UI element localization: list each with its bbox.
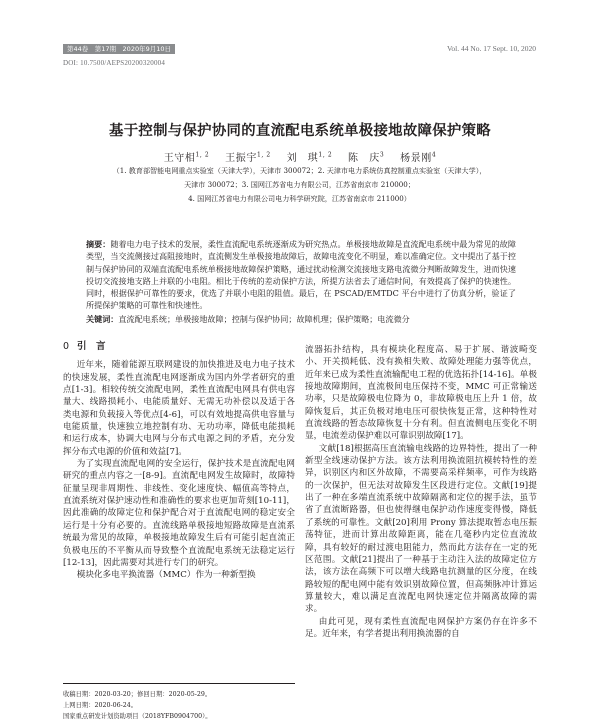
issue-info-english: Vol. 44 No. 17 Sept. 10, 2020	[446, 44, 536, 53]
footnote-online-date: 上网日期：2020-06-24。	[63, 702, 138, 709]
journal-header	[63, 44, 536, 54]
section-title: 引 言	[77, 341, 106, 352]
section-heading-introduction	[63, 341, 295, 353]
author: 陈 庆$^3$	[348, 151, 385, 164]
keywords	[86, 313, 526, 325]
footnote-received-date: 收稿日期：2020-03-20；修回日期：2020-05-29。	[63, 691, 212, 698]
issue-info-chinese: 第44卷 第17期 2020年9月10日	[63, 44, 175, 54]
footnote-funding: 国家重点研发计划资助项目（2018YFB0904700）。	[63, 713, 212, 720]
body-paragraph: 近年来，随着能源互联网建设的加快推进及电力电子技术的快速发展，柔性直流配电网逐渐成为国内外学者研究的重点[1-3]。相较传统交流配电网，柔性直流配电网具有供电容量大、线路损耗小、电能质量好、无需无功补偿以及适于各类电源和负载接入等优点[4-6]，可以有效地提高供电容量与电能质量，快速独立地控制有功、无功功率，降低电能损耗和运行成本，协调大电网与分布式电源之间的矛盾，充分发挥分布式电源的价值和效益[7]。	[63, 360, 295, 457]
author: 刘 琪$^{1, 2}$	[286, 151, 333, 164]
body-paragraph: 由此可见，现有柔性直流配电网保护方案仍存在许多不足。近年来，有学者提出利用换流器的自	[305, 616, 537, 639]
author: 王守相$^{1, 2}$	[163, 151, 210, 164]
section-number: 0	[63, 341, 70, 352]
right-column	[305, 344, 537, 640]
affiliation-line: （1. 教育部智能电网重点实验室（天津大学），天津市 300072；2. 天津市电力系统仿真控制重点实验室（天津大学），	[112, 166, 487, 175]
left-column	[63, 341, 295, 582]
author: 王振宇$^{1, 2}$	[225, 151, 271, 164]
abstract	[86, 238, 516, 312]
affiliation-line: 4. 国网江苏省电力有限公司电力科学研究院，江苏省南京市 211000）	[188, 194, 411, 203]
author-list	[0, 149, 600, 164]
keywords-label: 关键词：	[86, 314, 119, 324]
abstract-label: 摘要：	[86, 239, 111, 249]
author: 杨景刚$^4$	[400, 151, 437, 164]
doi: DOI: 10.7500/AEPS20200320004	[63, 59, 166, 67]
footnote-divider	[63, 683, 295, 684]
body-paragraph: 流器拓扑结构，具有模块化程度高、易于扩展、谐波畸变小、开关损耗低、没有换相失败、故障处理能力强等优点，近年来已成为柔性直流输配电工程的优选拓扑[14-16]。单极接地故障期间，直流极间电压保持不变，MMC 可正常输送功率，只是故障极电位降为 0，非故障极电压上升 1 倍，故障恢复后，其正负极对地电压可很快恢复正常，这种特性对直流线路的暂态故障恢复十分有利。但直流侧电压变化不明显，电流差动保护难以可靠识别故障[17]。	[305, 345, 537, 442]
affiliation-line: 天津市 300072；3. 国网江苏省电力有限公司，江苏省南京市 210000；	[184, 180, 415, 189]
footnotes	[63, 689, 295, 722]
body-paragraph: 模块化多电平换流器（MMC）作为一种新型换	[76, 570, 256, 581]
body-paragraph: 为了实现直流配电网的安全运行，保护技术是直流配电网研究的重点内容之一[8-9]。直流配电网发生故障时，故障特征量呈现非周期性、非线性、变化速度快、幅值高等特点，直流系统对保护速动性和准确性的要求也更加苛刻[10-11]，因此准确的故障定位和保护配合对于直流配电网的稳定安全运行是十分有必要的。直流线路单极接地短路故障是直流系统最为常见的故障，单极接地故障发生后有可能引起直流正负极电压的不平衡从而导致整个直流配电系统无法稳定运行[12-13]，因此需要对其进行专门的研究。	[63, 459, 295, 568]
body-paragraph: 文献[18]根据高压直流输电线路的边界特性，提出了一种新型全线速动保护方法。该方法利用换流阻抗模转特性的差异，识别区内和区外故障，不需要高采样频率，可作为线路的一次保护，但无法对故障发生区段进行定位。文献[19]提出了一种在多端直流系统中故障隔离和定位的握手法，虽节省了直流断路器，但也使得继电保护动作速度变得慢，降低了系统的可靠性。文献[20]利用 Prony 算法提取暂态电压振荡特征，进而计算出故障距离，能在几毫秒内定位直流故障，具有较好的耐过渡电阻能力，然而此方法存在一定的死区范围。文献[21]提出了一种基于主动注入法的故障定位方法，该方法在高频下可以增大线路电抗测量的区分度，在线路较短的配电网中能有效识别故障位置，但高频脉冲计算运算量较大，难以满足直流配电网快速定位并隔离故障的需求。	[305, 443, 537, 615]
abstract-text: 随着电力电子技术的发展，柔性直流配电系统逐渐成为研究热点。单极接地故障是直流配电系统中最为常见的故障类型，当交流侧接过高阻接地时，直流侧发生单极接地故障后，故障电流变化不明显，难以准确定位。文中提出了基于控制与保护协同的双端直流配电系统单极接地故障保护策略，通过扰动检测交流接地支路电流微分判断故障发生，进而快速投切交流接地支路上并联的小电阻。相比于传统的差动保护方法，所提方法省去了通信时间，有效提高了保护的快速性。同时，根据保护可靠性的要求，优选了并联小电阻的阻值。最后，在 PSCAD/EMTDC 平台中进行了仿真分析，验证了所提保护策略的可靠性和快速性。	[86, 239, 516, 311]
keywords-text: 直流配电系统；单极接地故障；控制与保护协同；故障机理；保护策略；电流微分	[118, 314, 410, 324]
paper-title: 基于控制与保护协同的直流配电系统单极接地故障保护策略	[109, 123, 491, 139]
